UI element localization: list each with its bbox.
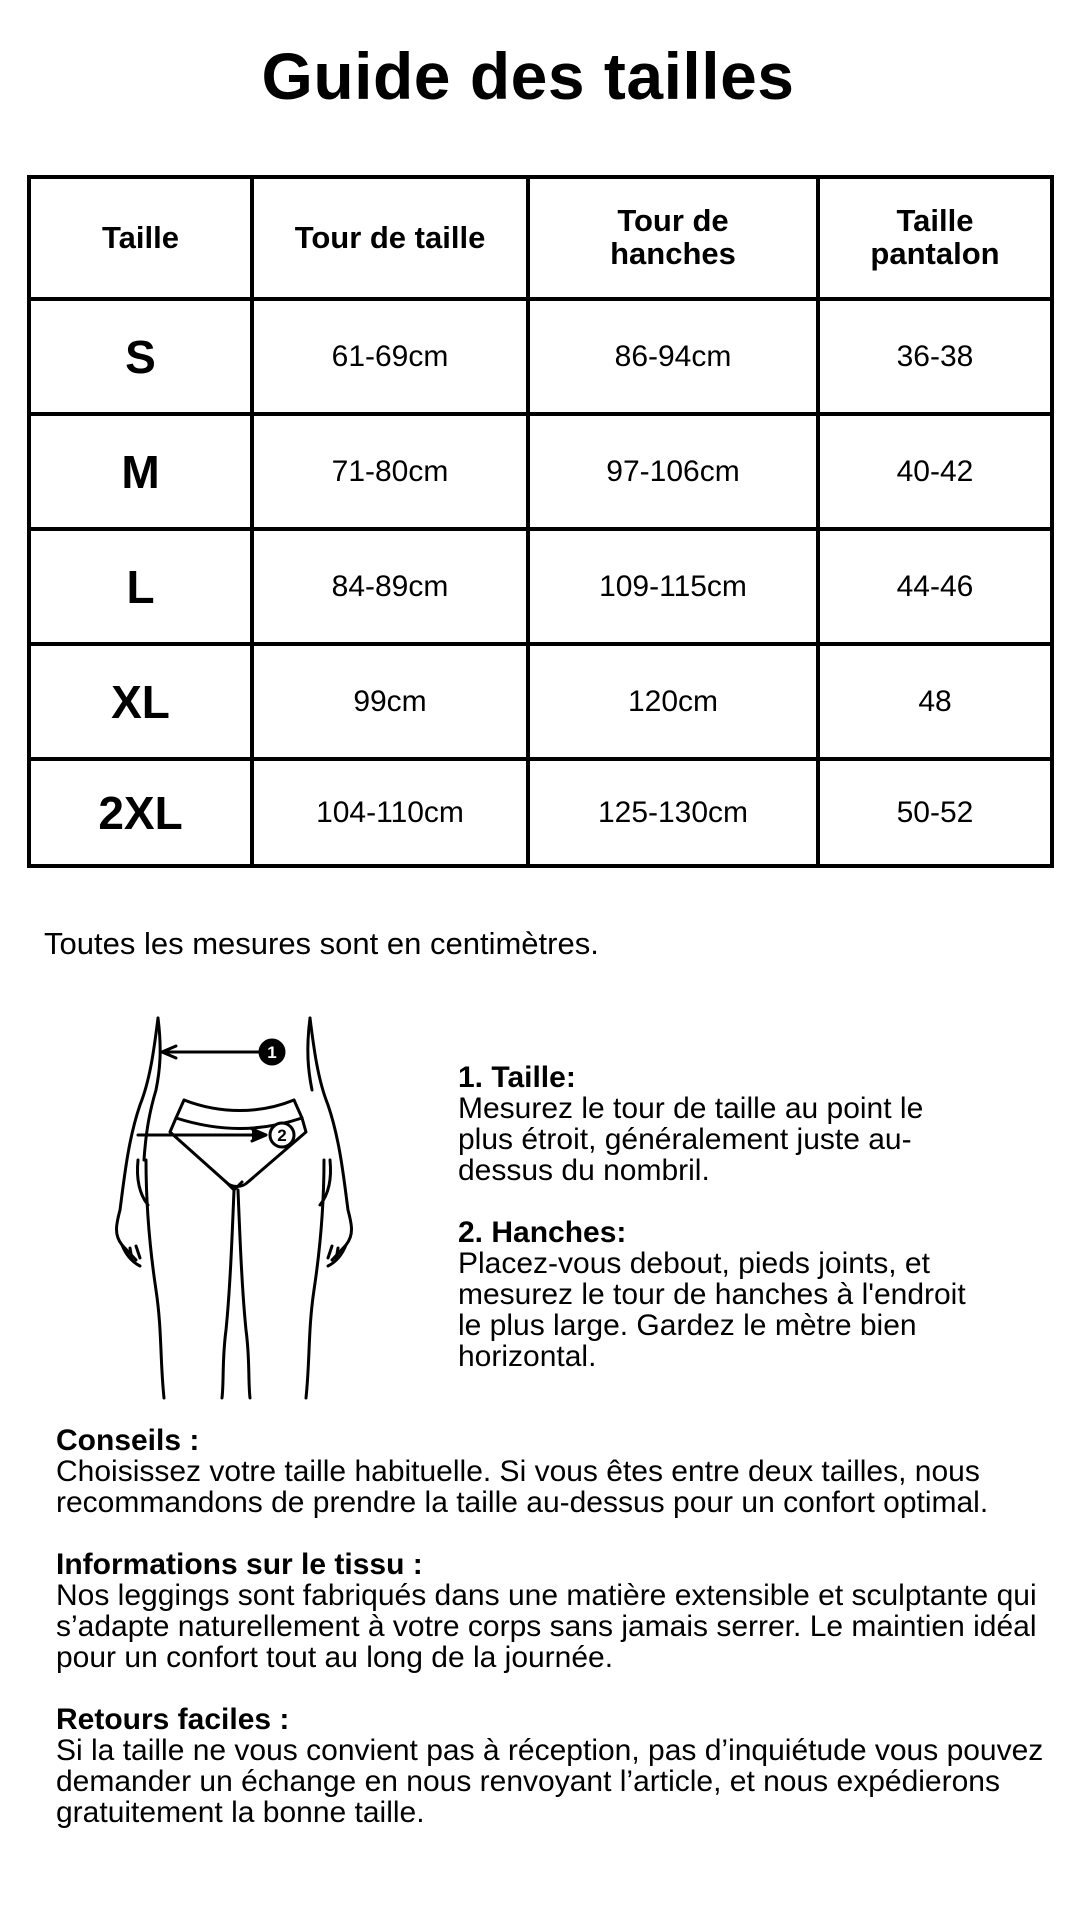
- instruction-waist: [458, 1062, 978, 1186]
- waist-cell: 99cm: [252, 644, 528, 759]
- header-size: Taille: [29, 177, 252, 299]
- header-pants: Taille pantalon: [818, 177, 1052, 299]
- section-tips: [56, 1425, 1046, 1518]
- table-header-row: [29, 177, 1052, 299]
- section-heading: Retours faciles :: [56, 1703, 290, 1736]
- hips-cell: 125-130cm: [528, 759, 818, 866]
- size-chart-table: [27, 175, 1054, 868]
- body-measurement-illustration-icon: [110, 1010, 400, 1400]
- header-waist: Tour de taille: [252, 177, 528, 299]
- size-cell: 2XL: [29, 759, 252, 866]
- size-cell: S: [29, 299, 252, 414]
- size-cell: XL: [29, 644, 252, 759]
- instruction-hips: [458, 1217, 978, 1372]
- instruction-heading: 1. Taille:: [458, 1061, 576, 1094]
- section-text: Choisissez votre taille habituelle. Si vous êtes entre deux tailles, nous recommandons de prendre la taille au-dessus pour un confort optimal.: [56, 1455, 989, 1519]
- table-row: [29, 759, 1052, 866]
- marker-2-label: 2: [277, 1126, 287, 1145]
- page-title: Guide des tailles: [261, 39, 795, 113]
- instruction-text: Mesurez le tour de taille au point le plus étroit, généralement juste au-dessus du nombril.: [458, 1092, 924, 1187]
- pants-cell: 50-52: [818, 759, 1052, 866]
- instruction-text: Placez-vous debout, pieds joints, et mesurez le tour de hanches à l'endroit le plus large. Gardez le mètre bien horizontal.: [458, 1247, 966, 1373]
- hips-cell: 97-106cm: [528, 414, 818, 529]
- pants-cell: 36-38: [818, 299, 1052, 414]
- hips-cell: 120cm: [528, 644, 818, 759]
- section-returns: [56, 1704, 1046, 1828]
- section-text: Nos leggings sont fabriqués dans une matière extensible et sculptante qui s’adapte naturellement à votre corps sans jamais serrer. Le maintien idéal pour un confort tout au long de la journée.: [56, 1579, 1037, 1674]
- info-sections: [56, 1425, 1046, 1859]
- table-row: [29, 529, 1052, 644]
- section-text: Si la taille ne vous convient pas à réception, pas d’inquiétude vous pouvez demander un échange en nous renvoyant l’article, et nous expédierons gratuitement la bonne taille.: [56, 1734, 1044, 1829]
- section-heading: Informations sur le tissu :: [56, 1548, 423, 1581]
- section-fabric: [56, 1549, 1046, 1673]
- pants-cell: 48: [818, 644, 1052, 759]
- header-hips: Tour de hanches: [528, 177, 818, 299]
- hips-cell: 109-115cm: [528, 529, 818, 644]
- waist-cell: 84-89cm: [252, 529, 528, 644]
- units-note: Toutes les mesures sont en centimètres.: [44, 926, 599, 961]
- table-row: [29, 299, 1052, 414]
- size-cell: L: [29, 529, 252, 644]
- size-cell: M: [29, 414, 252, 529]
- table-row: [29, 414, 1052, 529]
- table-row: [29, 644, 1052, 759]
- waist-cell: 61-69cm: [252, 299, 528, 414]
- marker-1-label: 1: [267, 1043, 277, 1062]
- hips-cell: 86-94cm: [528, 299, 818, 414]
- section-heading: Conseils :: [56, 1424, 200, 1457]
- pants-cell: 40-42: [818, 414, 1052, 529]
- instruction-heading: 2. Hanches:: [458, 1216, 627, 1249]
- waist-cell: 71-80cm: [252, 414, 528, 529]
- waist-cell: 104-110cm: [252, 759, 528, 866]
- pants-cell: 44-46: [818, 529, 1052, 644]
- measurement-instructions: [458, 1062, 978, 1403]
